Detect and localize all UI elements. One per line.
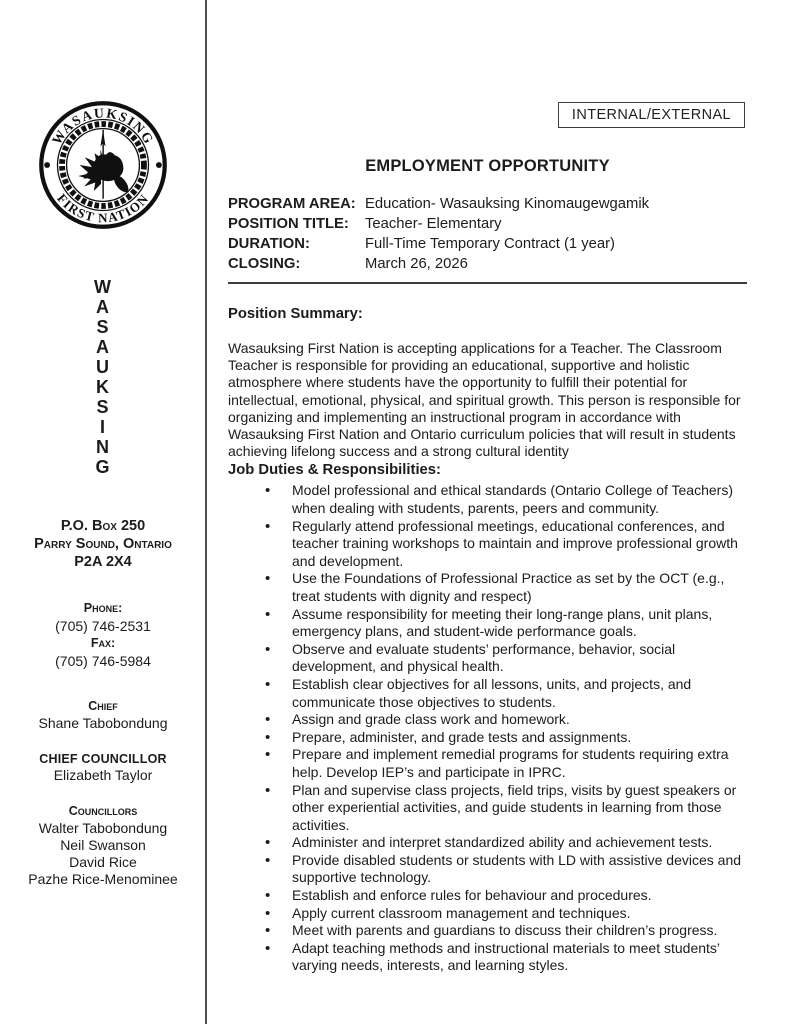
main-content xyxy=(228,0,747,975)
position-details xyxy=(228,194,747,274)
detail-value: Teacher- Elementary xyxy=(365,216,502,232)
duty-item: • Regularly attend professional meetings, educational conferences, and teacher training workshops to maintain and improve professional growth and development. xyxy=(228,518,747,571)
chief-label: Chief xyxy=(88,699,118,713)
vertical-org-name-letter: U xyxy=(96,357,110,377)
detail-value: March 26, 2026 xyxy=(365,256,468,272)
position-summary-heading: Position Summary: xyxy=(228,306,363,322)
vertical-org-name-letter: G xyxy=(95,457,111,477)
fax-number: (705) 746-5984 xyxy=(55,653,151,669)
phone-number: (705) 746-2531 xyxy=(55,618,151,634)
vertical-org-name-letter: S xyxy=(96,397,110,417)
duty-item: • Plan and supervise class projects, field trips, visits by guest speakers or other experiential activities, and guide students in learning from those activities. xyxy=(228,782,747,835)
internal-external-badge xyxy=(558,102,745,128)
duty-item: • Assume responsibility for meeting their long-range plans, unit plans, emergency plans, and student-wide performance goals. xyxy=(228,606,747,641)
councillor-name: Neil Swanson xyxy=(60,837,146,853)
contact-block xyxy=(0,600,206,670)
section-divider-line xyxy=(228,282,747,284)
duty-item: • Assign and grade class work and homework. xyxy=(228,711,747,729)
councillors-label: Councillors xyxy=(68,804,138,818)
duty-item: • Observe and evaluate students’ performance, behavior, social development, and physical health. xyxy=(228,641,747,676)
seal-bottom-text: FIRST NATION xyxy=(54,190,152,226)
detail-label: DURATION: xyxy=(228,236,310,252)
detail-value: Education- Wasauksing Kinomaugewgamik xyxy=(365,196,650,212)
detail-row xyxy=(228,194,747,214)
sidebar xyxy=(0,0,206,888)
job-duties-list xyxy=(228,482,747,975)
duty-item: • Establish clear objectives for all lessons, units, and projects, and communicate those objectives to students. xyxy=(228,676,747,711)
vertical-org-name-letter: K xyxy=(96,377,110,397)
address-line: P.O. Box 250 xyxy=(60,518,146,534)
chief-block xyxy=(0,698,206,732)
detail-row xyxy=(228,234,747,254)
vertical-org-name-letter: W xyxy=(94,277,112,297)
detail-label: PROGRAM AREA: xyxy=(228,196,356,212)
councillor-name: Walter Tabobondung xyxy=(38,820,168,836)
sidebar-divider xyxy=(205,0,207,1024)
duty-item: • Model professional and ethical standards (Ontario College of Teachers) when dealing with students, parents, peers and community. xyxy=(228,482,747,517)
detail-value: Full-Time Temporary Contract (1 year) xyxy=(365,236,615,252)
job-duties-heading: Job Duties & Responsibilities: xyxy=(228,462,441,479)
seal-left-dot xyxy=(44,162,50,168)
wasauksing-first-nation-seal-logo xyxy=(38,100,168,230)
detail-row xyxy=(228,214,747,234)
duty-item: • Use the Foundations of Professional Practice as set by the OCT (e.g., treat students with dignity and respect) xyxy=(228,570,747,605)
duty-item: • Provide disabled students or students with LD with assistive devices and supportive technology. xyxy=(228,852,747,887)
councillors-block xyxy=(0,803,206,888)
fax-label: Fax: xyxy=(90,636,116,650)
seal-right-dot xyxy=(156,162,162,168)
vertical-org-name-letter: A xyxy=(96,297,110,317)
duty-item: • Apply current classroom management and techniques. xyxy=(228,905,747,923)
vertical-org-name xyxy=(0,277,206,477)
duty-item: • Adapt teaching methods and instructional materials to meet students’ varying needs, interests, and learning styles. xyxy=(228,940,747,975)
seal-top-text: WASAUKSING xyxy=(48,105,158,148)
vertical-org-name-letter: I xyxy=(99,417,106,437)
duty-item: • Prepare, administer, and grade tests and assignments. xyxy=(228,729,747,747)
detail-label: POSITION TITLE: xyxy=(228,216,349,232)
vertical-org-name-letter: S xyxy=(96,317,110,337)
chief-councillor-label: CHIEF COUNCILLOR xyxy=(39,752,167,766)
detail-label: CLOSING: xyxy=(228,256,301,272)
phone-label: Phone: xyxy=(83,601,123,615)
position-summary-text: Wasauksing First Nation is accepting applications for a Teacher. The Classroom Teacher is responsible for providing an educational, supportive and holistic atmosphere where students have the opportunity to fulfill their potential for intellectual, emotional, physical, and spiritual growth. This person is responsible for organizing and implementing an instructional program in accordance with Wasauksing First Nation and Ontario curriculum policies that will result in students achieving lifelong success and a strong cultural identity xyxy=(228,340,741,460)
duty-item: • Establish and enforce rules for behaviour and procedures. xyxy=(228,887,747,905)
detail-row xyxy=(228,254,747,274)
duty-item: • Prepare and implement remedial programs for students requiring extra help. Develop IEP’s and participate in IPRC. xyxy=(228,746,747,781)
councillor-name: Pazhe Rice-Menominee xyxy=(28,871,178,887)
chief-councillor-name: Elizabeth Taylor xyxy=(53,767,153,783)
page-title: EMPLOYMENT OPPORTUNITY xyxy=(365,157,610,175)
duty-item: • Administer and interpret standardized ability and achievement tests. xyxy=(228,834,747,852)
chief-councillor-block xyxy=(0,751,206,784)
vertical-org-name-letter: N xyxy=(96,437,110,457)
address-line: Parry Sound, Ontario xyxy=(34,536,172,552)
councillors-list xyxy=(0,820,206,888)
chief-name: Shane Tabobondung xyxy=(38,715,168,731)
duty-item: • Meet with parents and guardians to discuss their children’s progress. xyxy=(228,922,747,940)
address-block xyxy=(0,517,206,571)
vertical-org-name-letter: A xyxy=(96,337,110,357)
address-line: P2A 2X4 xyxy=(74,554,132,570)
councillor-name: David Rice xyxy=(69,854,137,870)
internal-external-label: INTERNAL/EXTERNAL xyxy=(571,107,731,123)
